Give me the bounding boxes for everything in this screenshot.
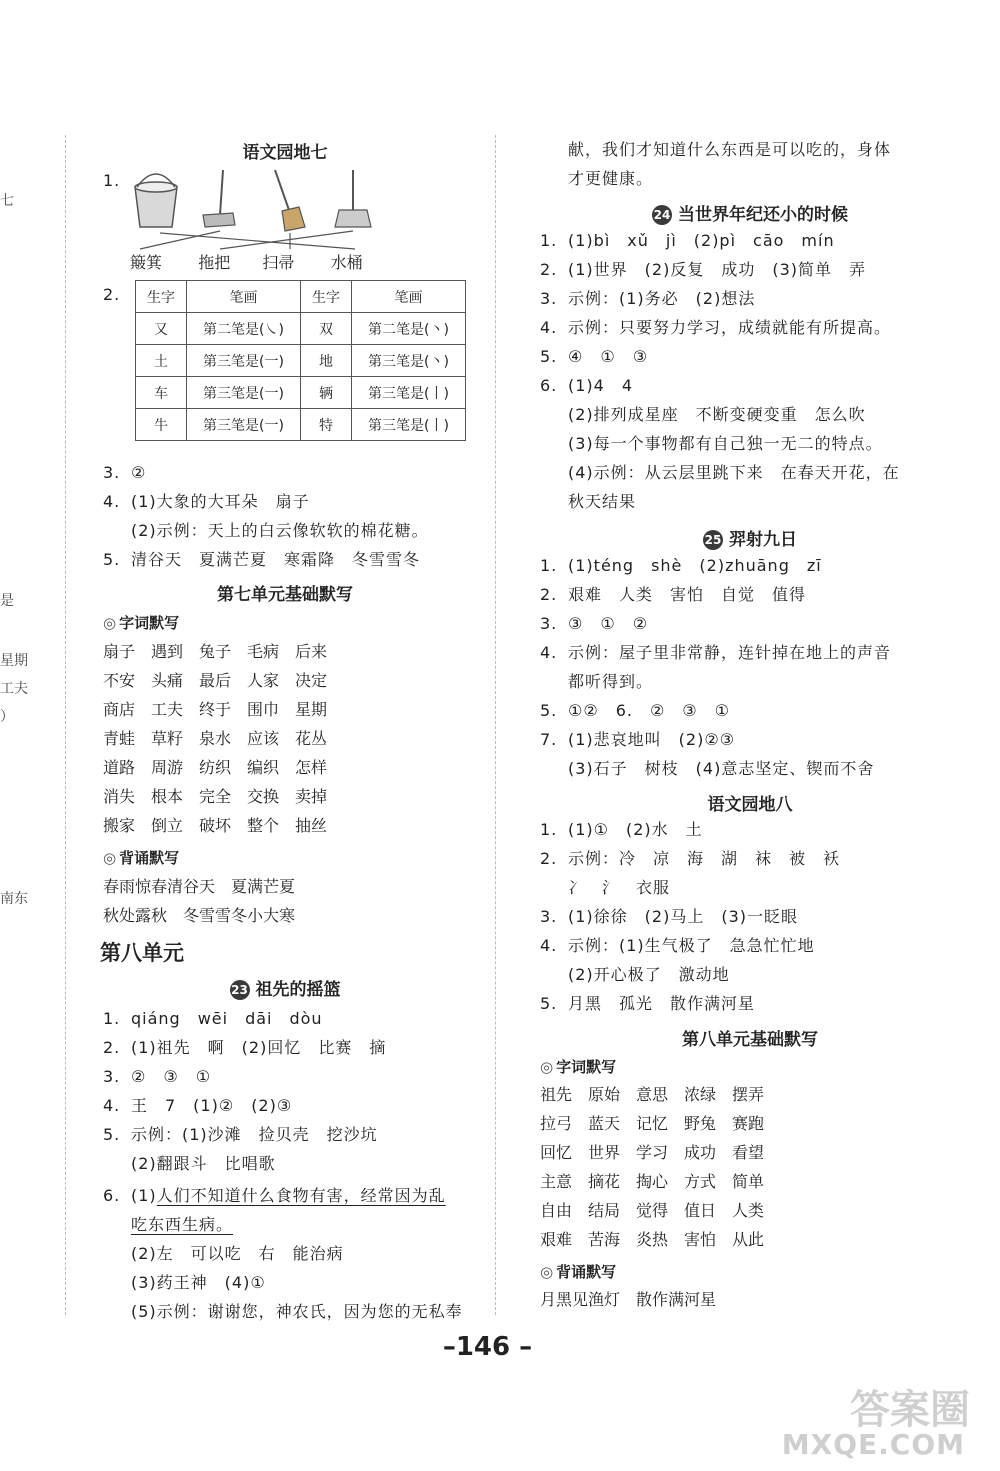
lesson25-title: 25 羿射九日 [704, 530, 797, 550]
subsection-recite: ◎ 背诵默写 [103, 849, 180, 867]
answer-line: 7. (1)悲哀地叫 (2)②③ [540, 730, 736, 749]
table-cell: 地 [301, 345, 352, 377]
table-cell: 第三笔是(丶) [352, 345, 466, 377]
answer-line: 3. 示例：(1)务必 (2)想法 [540, 289, 756, 308]
answer-line: 2. 示例：冷 凉 海 湖 袜 被 袄 [540, 849, 841, 868]
underlined-answer: 吃东西生病。 [131, 1215, 234, 1234]
circle-icon: ◎ [540, 1058, 554, 1076]
watermark-url: MXQE.COM [781, 1428, 965, 1461]
answer-line: (2)示例：天上的白云像软软的棉花糖。 [131, 521, 429, 540]
recite-row: 月黑见渔灯 散作满河星 [540, 1290, 717, 1309]
answer-text: 示例：冷 凉 海 湖 袜 被 袄 [568, 849, 841, 868]
answer-line: 1. (1)① (2)水 土 [540, 820, 703, 839]
subsection-recite: ◎ 背诵默写 [540, 1263, 617, 1281]
subsection-words: ◎ 字词默写 [540, 1058, 617, 1076]
word-row: 搬家 倒立 破坏 整个 抽丝 [103, 816, 328, 835]
answer-line: 1. qiáng wēi dāi dòu [103, 1009, 323, 1028]
answer-line: (3)药王神 (4)① [131, 1273, 266, 1292]
table-cell: 牛 [136, 409, 187, 441]
answer-text: 月黑 孤光 散作满河星 [568, 994, 756, 1013]
table-cell: 第三笔是(一) [187, 345, 301, 377]
answer-text: (1)祖先 啊 (2)回忆 比赛 摘 [131, 1038, 387, 1057]
answer-text: qiáng wēi dāi dòu [131, 1009, 323, 1028]
mop-icon [335, 170, 371, 227]
answer-text: (1)大象的大耳朵 扇子 [131, 492, 310, 511]
answer-text: ② [131, 463, 147, 482]
answer-line: (2)排列成星座 不断变硬变重 怎么吹 [568, 405, 866, 424]
answer-text: 王 7 (1)② (2)③ [131, 1096, 293, 1115]
answer-line: 献，我们才知道什么东西是可以吃的，身体 [568, 140, 892, 159]
table-cell: 双 [301, 313, 352, 345]
word-row: 道路 周游 纺织 编织 怎样 [103, 758, 328, 777]
table-row [136, 409, 466, 441]
watermark-logo: 答案圈 [850, 1387, 970, 1433]
stroke-table [135, 280, 466, 441]
answer-line: 5. 清谷天 夏满芒夏 寒霜降 冬雪雪冬 [103, 550, 421, 569]
q2-number: 2. [103, 285, 121, 304]
answer-line: 秋天结果 [568, 492, 637, 511]
lesson-number-badge: 24 [652, 205, 672, 225]
answer-text: 示例：只要努力学习，成绩就能有所提高。 [568, 318, 892, 337]
answer-line: 5. 月黑 孤光 散作满河星 [540, 994, 756, 1013]
answer-text: ④ ① ③ [568, 347, 649, 366]
answer-line: 4. 示例：只要努力学习，成绩就能有所提高。 [540, 318, 892, 337]
answer-line: 才更健康。 [568, 169, 654, 188]
table-cell: 土 [136, 345, 187, 377]
answer-line: 3. (1)徐徐 (2)马上 (3)一眨眼 [540, 907, 798, 926]
table-header: 笔画 [352, 281, 466, 313]
answer-line: 2. (1)世界 (2)反复 成功 (3)简单 弄 [540, 260, 866, 279]
table-cell: 辆 [301, 377, 352, 409]
edge-fragment: 南东 [0, 891, 28, 907]
label-mop: 拖把 [198, 253, 231, 272]
answer-line: 都听得到。 [568, 672, 654, 691]
label-bucket: 水桶 [330, 253, 363, 272]
answer-text: (1)4 4 [568, 376, 634, 395]
word-row: 消失 根本 完全 交换 卖掉 [103, 787, 328, 806]
cleaning-tools-illustration [125, 165, 385, 250]
table-cell: 第二笔是(㇏) [187, 313, 301, 345]
unit8-heading: 第八单元 [100, 941, 184, 965]
answer-text: (1)① (2)水 土 [568, 820, 703, 839]
unit7-title: 第七单元基础默写 [217, 585, 353, 605]
label-broom: 扫帚 [262, 253, 295, 272]
table-cell: 第二笔是(丶) [352, 313, 466, 345]
left-margin-rule [65, 135, 66, 1315]
answer-line: 1. (1)bì xǔ jì (2)pì cāo mín [540, 231, 835, 250]
table-header: 生字 [301, 281, 352, 313]
table-header: 笔画 [187, 281, 301, 313]
word-row: 自由 结局 觉得 值日 人类 [540, 1201, 765, 1220]
edge-fragment: 工夫 [0, 681, 28, 697]
answer-line: 6. (1)4 4 [540, 376, 634, 395]
word-row: 主意 摘花 掏心 方式 简单 [540, 1172, 765, 1191]
answer-line: (3)每一个事物都有自己独一无二的特点。 [568, 434, 883, 453]
answer-line: 6. (1)人们不知道什么食物有害，经常因为乱 [103, 1186, 446, 1205]
answer-text: 示例：(1)生气极了 急急忙忙地 [568, 936, 815, 955]
table-header: 生字 [136, 281, 187, 313]
answer-line: 5. ①② 6. ② ③ ① [540, 701, 730, 720]
answer-text: 清谷天 夏满芒夏 寒霜降 冬雪雪冬 [131, 550, 421, 569]
word-row: 不安 头痛 最后 人家 决定 [103, 671, 328, 690]
broom-icon [275, 170, 305, 231]
lesson-number-badge: 25 [703, 530, 723, 550]
dustpan-icon [203, 170, 235, 227]
column-divider [495, 135, 496, 1315]
answer-line: (5)示例：谢谢您，神农氏，因为您的无私奉 [131, 1302, 463, 1321]
answer-text: (1)徐徐 (2)马上 (3)一眨眼 [568, 907, 798, 926]
answer-line: 2. (1)祖先 啊 (2)回忆 比赛 摘 [103, 1038, 387, 1057]
edge-fragment: 是 [0, 593, 14, 609]
recite-row: 秋处露秋 冬雪雪冬小大寒 [103, 906, 296, 925]
word-row: 拉弓 蓝天 记忆 野兔 赛跑 [540, 1114, 765, 1133]
table-row [136, 377, 466, 409]
word-row: 商店 工夫 终于 围巾 星期 [103, 700, 328, 719]
answer-line: (4)示例：从云层里跳下来 在春天开花，在 [568, 463, 900, 482]
table-cell: 第三笔是(丨) [352, 409, 466, 441]
answer-line: (3)石子 树枝 (4)意志坚定、锲而不舍 [568, 759, 875, 778]
answer-text: 示例：屋子里非常静，连针掉在地上的声音 [568, 643, 892, 662]
bucket-icon [135, 174, 177, 227]
word-row: 扇子 遇到 兔子 毛病 后来 [103, 642, 328, 661]
table-cell: 第三笔是(一) [187, 377, 301, 409]
circle-icon: ◎ [103, 614, 117, 632]
answer-line: 4. (1)大象的大耳朵 扇子 [103, 492, 310, 511]
lesson23-title: 23 祖先的摇篮 [231, 980, 341, 1000]
circle-icon: ◎ [103, 849, 117, 867]
table-cell: 车 [136, 377, 187, 409]
edge-fragment: ） [0, 709, 14, 725]
q1-label-row [130, 250, 363, 273]
table-row [136, 313, 466, 345]
table-cell: 特 [301, 409, 352, 441]
lesson24-title: 24 当世界年纪还小的时候 [653, 205, 848, 225]
answer-line: 3. ② ③ ① [103, 1067, 212, 1086]
table-cell: 第三笔是(丨) [352, 377, 466, 409]
answer-text: (1)téng shè (2)zhuāng zī [568, 556, 822, 575]
answer-line: 冫 氵 衣服 [568, 878, 671, 897]
table-cell: 又 [136, 313, 187, 345]
answer-line: 5. ④ ① ③ [540, 347, 649, 366]
table-header-row [136, 281, 466, 313]
edge-fragment: 七 [0, 193, 14, 209]
word-row: 回忆 世界 学习 成功 看望 [540, 1143, 765, 1162]
underlined-answer: 人们不知道什么食物有害，经常因为乱 [156, 1186, 446, 1205]
answer-line: (2)开心极了 激动地 [568, 965, 730, 984]
answer-text: ①② 6. ② ③ ① [568, 701, 730, 720]
answer-line: 3. ② [103, 463, 147, 482]
label-dustpan: 簸箕 [130, 253, 163, 272]
table-row [136, 345, 466, 377]
recite-row: 春雨惊春清谷天 夏满芒夏 [103, 877, 296, 896]
answer-line: 1. (1)téng shè (2)zhuāng zī [540, 556, 822, 575]
answer-text: (1)世界 (2)反复 成功 (3)简单 弄 [568, 260, 866, 279]
answer-line: (2)左 可以吃 右 能治病 [131, 1244, 344, 1263]
answer-text: 示例：(1)沙滩 捡贝壳 挖沙坑 [131, 1125, 378, 1144]
answer-text: (1)bì xǔ jì (2)pì cāo mín [568, 231, 835, 250]
table-cell: 第三笔是(一) [187, 409, 301, 441]
answer-text: 艰难 人类 害怕 自觉 值得 [568, 585, 807, 604]
garden8-title: 语文园地八 [707, 795, 793, 815]
answer-line: 5. 示例：(1)沙滩 捡贝壳 挖沙坑 [103, 1125, 378, 1144]
word-row: 艰难 苦海 炎热 害怕 从此 [540, 1230, 765, 1249]
page-number: –146 – [442, 1332, 533, 1362]
answer-line: 4. 示例：屋子里非常静，连针掉在地上的声音 [540, 643, 892, 662]
answer-text: 示例：(1)务必 (2)想法 [568, 289, 756, 308]
word-row: 祖先 原始 意思 浓绿 摆弄 [540, 1085, 765, 1104]
answer-text: ② ③ ① [131, 1067, 212, 1086]
word-row: 青蛙 草籽 泉水 应该 花丛 [103, 729, 328, 748]
subsection-words: ◎ 字词默写 [103, 614, 180, 632]
section-title-garden7: 语文园地七 [242, 143, 328, 163]
edge-fragment: 星期 [0, 653, 28, 669]
answer-line [131, 1212, 233, 1238]
answer-line: 4. 示例：(1)生气极了 急急忙忙地 [540, 936, 815, 955]
answer-text: ③ ① ② [568, 614, 649, 633]
answer-text: (1)悲哀地叫 (2)②③ [568, 730, 736, 749]
circle-icon: ◎ [540, 1263, 554, 1281]
answer-line: 3. ③ ① ② [540, 614, 649, 633]
unit8-title: 第八单元基础默写 [682, 1030, 818, 1050]
answer-line: 2. 艰难 人类 害怕 自觉 值得 [540, 585, 807, 604]
answer-line: (2)翻跟斗 比唱歌 [131, 1154, 276, 1173]
lesson-number-badge: 23 [230, 980, 250, 1000]
answer-line: 4. 王 7 (1)② (2)③ [103, 1096, 293, 1115]
q1-number: 1. [103, 171, 121, 190]
